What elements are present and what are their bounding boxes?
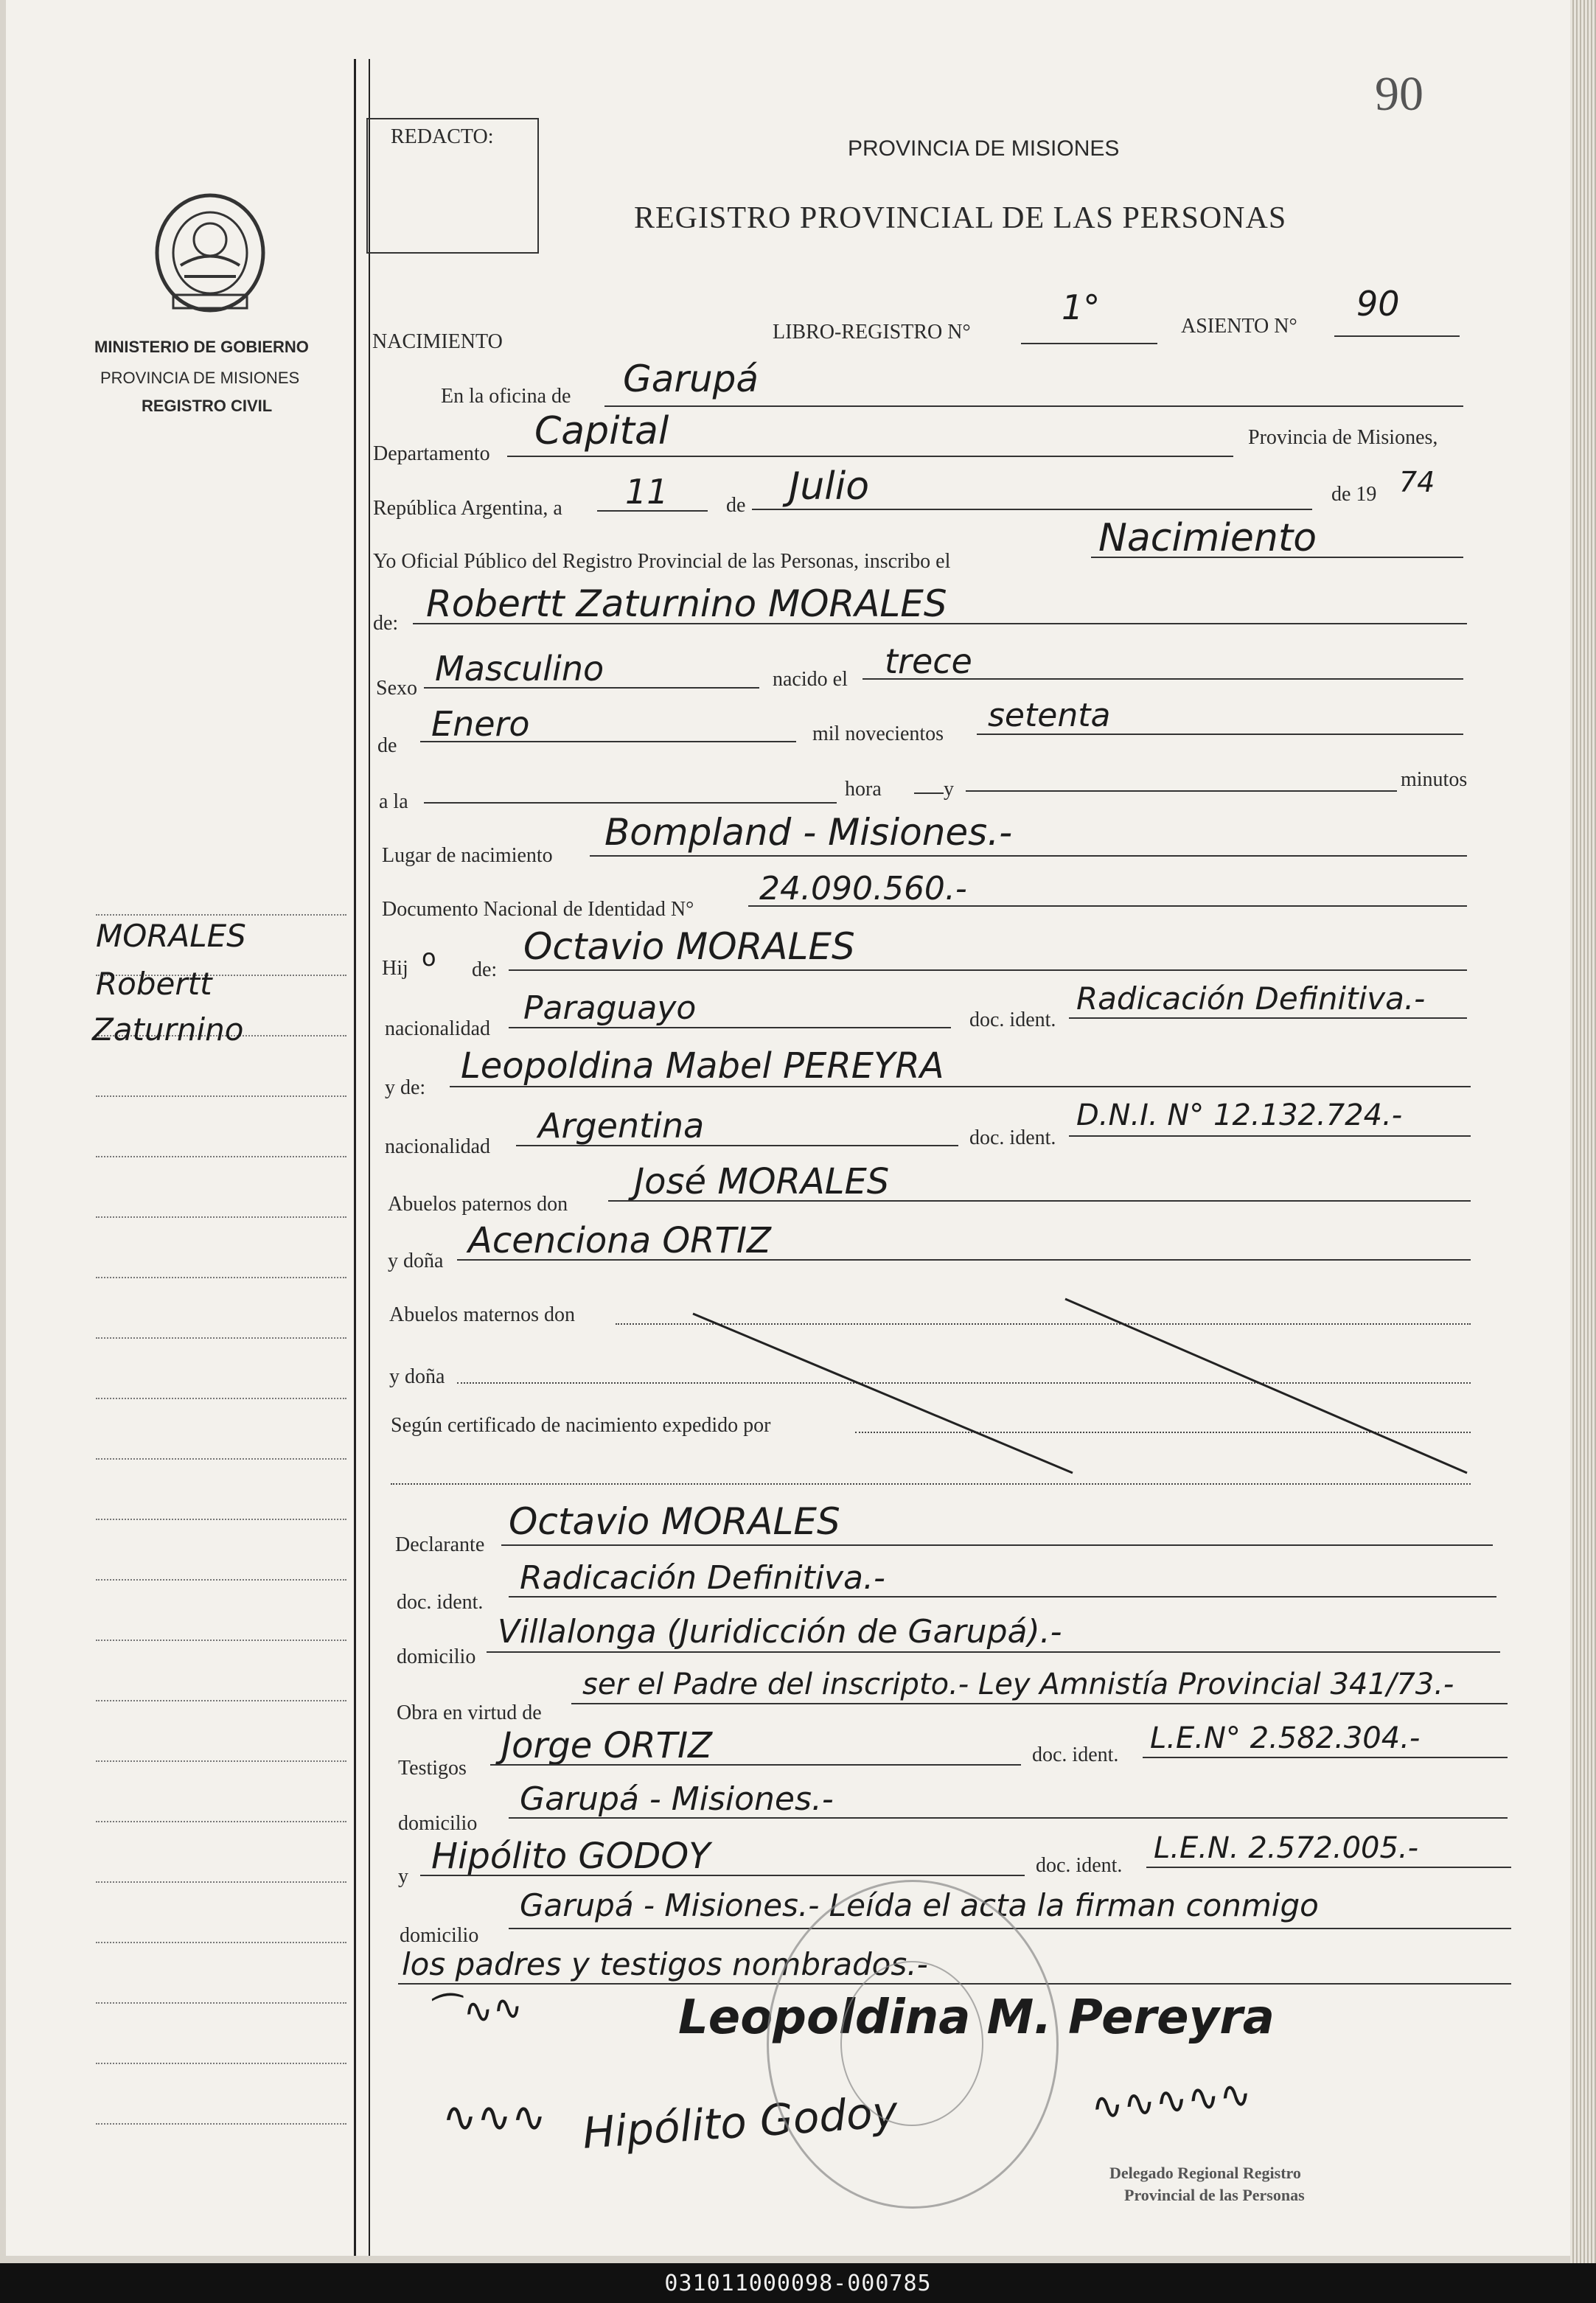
testigo1-line bbox=[490, 1764, 1021, 1766]
doc-madre-value: D.N.I. N° 12.132.724.- bbox=[1076, 1098, 1403, 1132]
registry-stamp-inner bbox=[840, 1961, 983, 2126]
sexo-label: Sexo bbox=[376, 677, 417, 700]
testigo2-doc-label: doc. ident. bbox=[1036, 1854, 1123, 1877]
hijo-de-label: de: bbox=[472, 958, 498, 981]
abuelos-mat-label: Abuelos maternos don bbox=[389, 1303, 575, 1326]
asiento-value: 90 bbox=[1356, 284, 1400, 324]
mil-label: mil novecientos bbox=[812, 722, 944, 745]
testigo1-doc-line bbox=[1143, 1757, 1508, 1758]
madre-label: y de: bbox=[385, 1076, 426, 1099]
margin-middle-name: Zaturnino bbox=[92, 1011, 244, 1048]
decl-dom-label: domicilio bbox=[397, 1645, 476, 1668]
official-stamp-line1: Delegado Regional Registro bbox=[1109, 2164, 1301, 2182]
doc-madre-label: doc. ident. bbox=[969, 1126, 1056, 1149]
nacido-label: nacido el bbox=[773, 668, 848, 691]
departamento-label: Departamento bbox=[373, 442, 490, 465]
hora-label: hora bbox=[845, 778, 882, 801]
hijo-o: o bbox=[422, 944, 436, 972]
signature-testigo2: Hipólito Godoy bbox=[581, 2086, 899, 2159]
libro-value: 1° bbox=[1062, 288, 1101, 327]
de-label: de bbox=[726, 494, 746, 517]
nacimiento-label: NACIMIENTO bbox=[372, 330, 503, 353]
declarante-line bbox=[501, 1544, 1493, 1546]
obra-label: Obra en virtud de bbox=[397, 1701, 542, 1724]
mes-nac-value: Enero bbox=[431, 704, 530, 744]
dia-value: 11 bbox=[625, 472, 669, 512]
asiento-label: ASIENTO N° bbox=[1181, 315, 1297, 338]
nac-padre-value: Paraguayo bbox=[523, 989, 697, 1027]
y-label: y bbox=[944, 778, 954, 801]
dni-value: 24.090.560.- bbox=[759, 870, 967, 907]
nac-madre-label: nacionalidad bbox=[385, 1135, 491, 1158]
oficina-label: En la oficina de bbox=[441, 385, 571, 408]
signature-madre: Leopoldina M. Pereyra bbox=[678, 1990, 1275, 2045]
segun-label: Según certificado de nacimiento expedido por bbox=[391, 1414, 771, 1437]
testigo2-doc-line bbox=[1146, 1867, 1511, 1868]
margin-given-name: Robertt bbox=[96, 966, 212, 1002]
oficina-value: Garupá bbox=[623, 358, 759, 400]
libro-label: LIBRO-REGISTRO N° bbox=[773, 321, 971, 344]
provincia-label: Provincia de Misiones, bbox=[1248, 426, 1438, 449]
declarante-label: Declarante bbox=[395, 1533, 485, 1556]
province-header: PROVINCIA DE MISIONES bbox=[848, 136, 1120, 161]
testigos-label: Testigos bbox=[398, 1757, 467, 1780]
redacto-label: REDACTO: bbox=[391, 125, 494, 148]
anio-nac-value: setenta bbox=[988, 697, 1111, 734]
republica-label: República Argentina, a bbox=[373, 497, 562, 520]
decl-dom-line bbox=[487, 1651, 1500, 1653]
testigo2-dom-value: Garupá - Misiones.- Leída el acta la firman conmigo bbox=[520, 1887, 1319, 1923]
yo-oficial-value: Nacimiento bbox=[1098, 516, 1317, 560]
abuela-mat-label: y doña bbox=[389, 1365, 445, 1388]
decl-doc-line bbox=[509, 1596, 1496, 1598]
sexo-value: Masculino bbox=[435, 649, 604, 689]
margin-surname: MORALES bbox=[96, 918, 246, 954]
dni-label: Documento Nacional de Identidad N° bbox=[382, 898, 694, 921]
abuela-pat-value: Acenciona ORTIZ bbox=[468, 1220, 771, 1261]
registry-header: REGISTRO PROVINCIAL DE LAS PERSONAS bbox=[634, 201, 1287, 235]
testigo1-dom-value: Garupá - Misiones.- bbox=[520, 1780, 834, 1818]
page-number: 90 bbox=[1375, 67, 1423, 121]
doc-padre-value: Radicación Definitiva.- bbox=[1076, 980, 1426, 1017]
mes-value: Julio bbox=[789, 464, 870, 509]
madre-value: Leopoldina Mabel PEREYRA bbox=[461, 1045, 944, 1087]
official-stamp-line2: Provincial de las Personas bbox=[1124, 2186, 1305, 2204]
signature-testigo1: ∿∿∿ bbox=[442, 2094, 546, 2142]
ministry-line3: REGISTRO CIVIL bbox=[142, 397, 273, 415]
document-id: 031011000098-000785 bbox=[664, 2271, 932, 2296]
obra-line bbox=[571, 1703, 1508, 1704]
decl-dom-value: Villalonga (Juridicción de Garupá).- bbox=[498, 1613, 1062, 1651]
yo-oficial-label: Yo Oficial Público del Registro Provincial de las Personas, inscribo el bbox=[373, 550, 951, 573]
nombre-label: de: bbox=[373, 612, 399, 635]
minutos-label: minutos bbox=[1401, 768, 1468, 791]
testigo1-dom-label: domicilio bbox=[398, 1812, 478, 1835]
departamento-value: Capital bbox=[534, 409, 669, 453]
testigo1-dom-line bbox=[509, 1817, 1508, 1819]
decl-doc-label: doc. ident. bbox=[397, 1591, 484, 1614]
anio-label: de 19 bbox=[1331, 483, 1377, 506]
nac-padre-label: nacionalidad bbox=[385, 1017, 491, 1040]
lugar-value: Bompland - Misiones.- bbox=[604, 811, 1013, 854]
declarante-value: Octavio MORALES bbox=[509, 1500, 840, 1543]
signature-padre: ⁀∿∿ bbox=[433, 1985, 525, 2037]
testigo1-value: Jorge ORTIZ bbox=[501, 1725, 713, 1766]
closing-text: los padres y testigos nombrados.- bbox=[402, 1946, 928, 1982]
doc-padre-label: doc. ident. bbox=[969, 1008, 1056, 1031]
anio-value: 74 bbox=[1399, 466, 1435, 498]
nombre-value: Robertt Zaturnino MORALES bbox=[426, 582, 947, 625]
abuelo-pat-value: José MORALES bbox=[634, 1161, 890, 1202]
mes-nac-label: de bbox=[377, 734, 397, 757]
testigo1-doc-value: L.E.N° 2.582.304.- bbox=[1150, 1721, 1421, 1755]
ministry-line1: MINISTERIO DE GOBIERNO bbox=[94, 338, 309, 356]
abuelos-pat-label: Abuelos paternos don bbox=[388, 1193, 568, 1216]
lugar-label: Lugar de nacimiento bbox=[382, 844, 553, 867]
nacido-value: trece bbox=[885, 641, 972, 681]
ministry-line2: PROVINCIA DE MISIONES bbox=[100, 369, 300, 387]
testigo1-doc-label: doc. ident. bbox=[1032, 1743, 1119, 1766]
padre-value: Octavio MORALES bbox=[523, 925, 855, 968]
obra-value: ser el Padre del inscripto.- Ley Amnistía Provincial 341/73.- bbox=[582, 1668, 1454, 1701]
a-la-label: a la bbox=[379, 790, 408, 813]
hijo-label: Hij bbox=[382, 957, 408, 980]
testigo2-doc-value: L.E.N. 2.572.005.- bbox=[1154, 1831, 1419, 1865]
nac-madre-value: Argentina bbox=[538, 1106, 705, 1146]
testigo2-label: y bbox=[398, 1865, 408, 1888]
signature-oficial: ∿∿∿∿∿ bbox=[1089, 2072, 1254, 2130]
testigo2-value: Hipólito GODOY bbox=[431, 1836, 711, 1877]
testigo2-dom-label: domicilio bbox=[400, 1924, 479, 1947]
decl-doc-value: Radicación Definitiva.- bbox=[520, 1559, 885, 1597]
testigo2-line bbox=[420, 1875, 1025, 1876]
abuela-pat-label: y doña bbox=[388, 1250, 444, 1272]
